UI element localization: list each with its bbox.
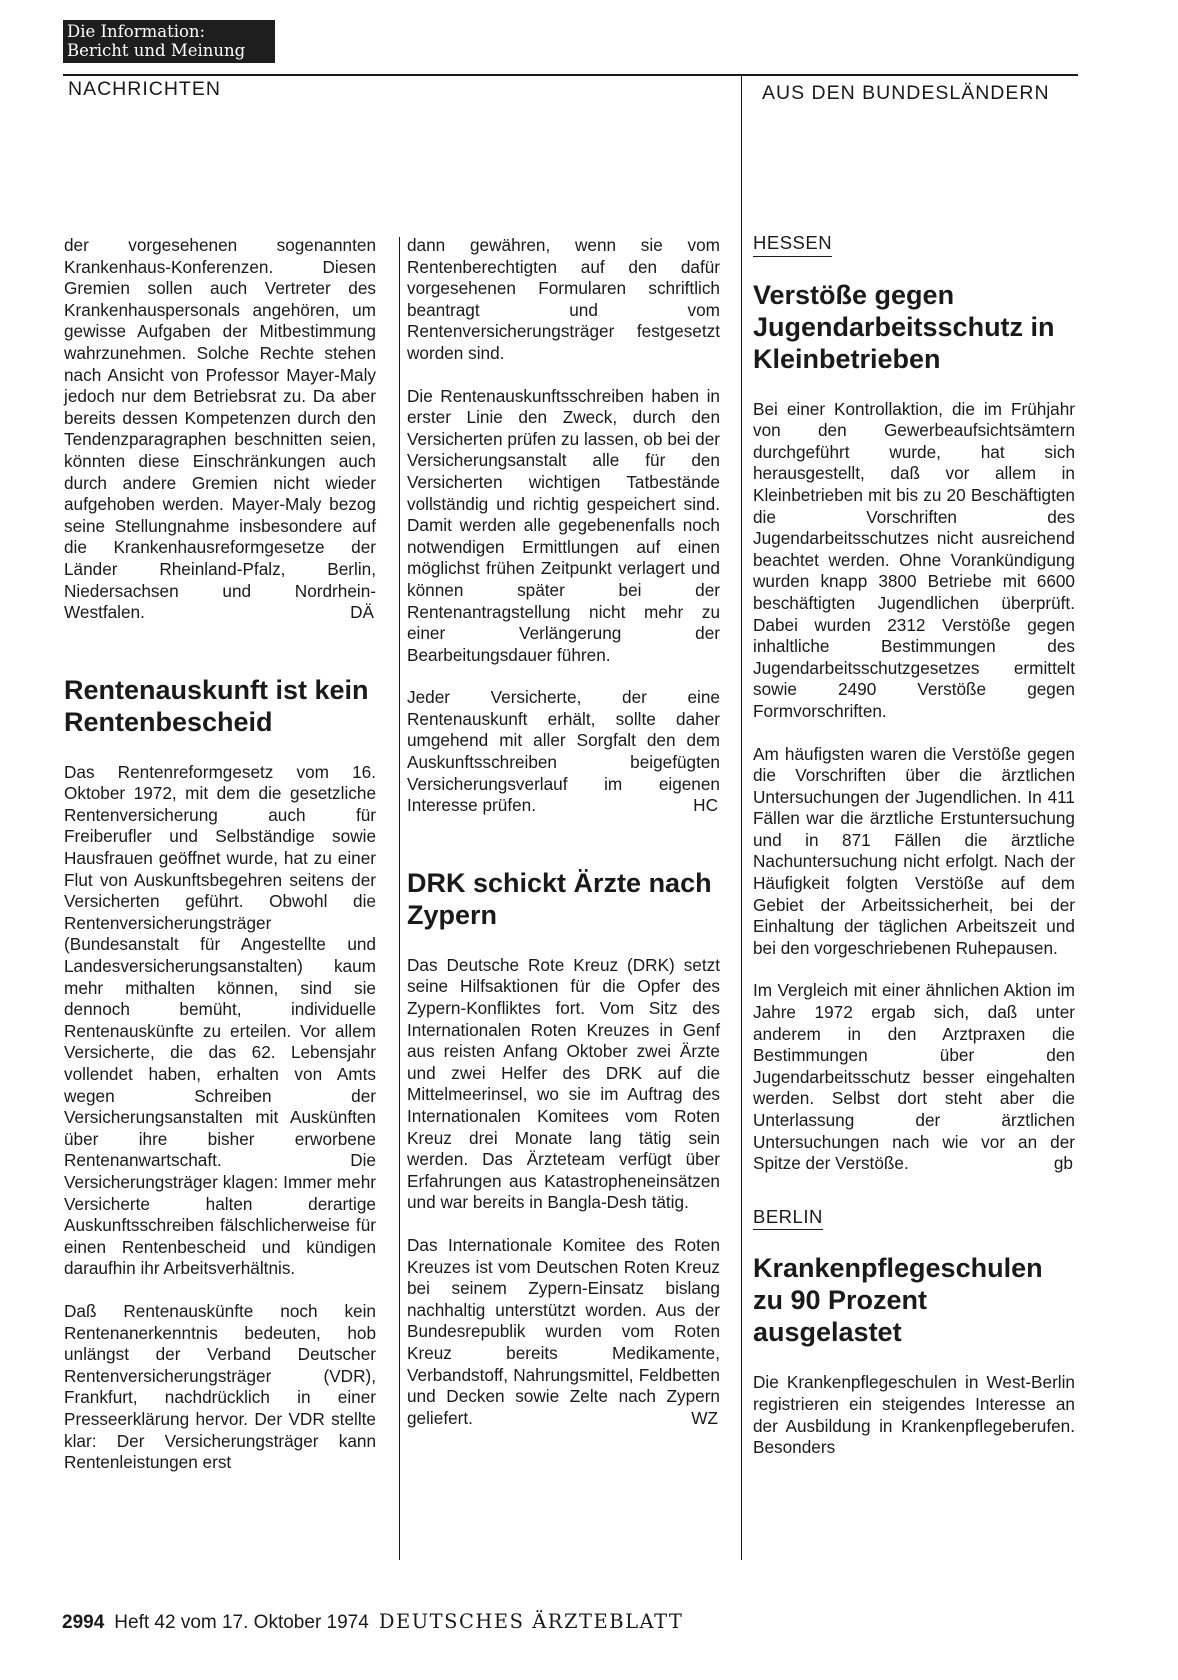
region-label-berlin: BERLIN bbox=[753, 1206, 823, 1231]
section-label-nachrichten: NACHRICHTEN bbox=[68, 78, 221, 100]
paragraph bbox=[407, 687, 720, 817]
paragraph bbox=[407, 1235, 720, 1429]
column-1 bbox=[64, 235, 376, 1495]
headline-jugendarbeitsschutz: Verstöße gegen Jugendarbeitsschutz in Kleinbetrieben bbox=[753, 279, 1055, 374]
author-signature: DÄ bbox=[350, 602, 374, 623]
issue-info: Heft 42 vom 17. Oktober 1974 bbox=[114, 1612, 369, 1633]
region-label-hessen: HESSEN bbox=[753, 232, 832, 257]
paragraph: Das Rentenreformgesetz vom 16. Oktober 1972, mit dem die gesetzliche Rentenversicherung auch für Freiberufler und Selbständige sowie Hausfrauen geöffnet wurde, hat zu einer Flut von Auskunftsbegehren seitens der Versicherten geführt. Obwohl die Rentenversicherungsträger (Bundesanstalt für Angestellte und Landesversicherungsanstalten) kaum mehr mithalten können, sind sie dennoch bemüht, individuelle Rentenauskünfte zu erteilen. Vor allem Versicherte, die das 62. Lebensjahr vollendet haben, erhalten von Amts wegen Schreiben der Versicherungsanstalten mit Auskünften über ihre bisher erworbene Rentenanwartschaft. Die Versicherungsträger klagen: Immer mehr Versicherte halten derartige Auskunftsschreiben fälschlicherweise für einen Rentenbescheid und kündigen daraufhin ihr Arbeitsverhältnis. bbox=[64, 761, 376, 1279]
paragraph: dann gewähren, wenn sie vom Rentenberechtigten auf den dafür vorgesehenen Formularen schriftlich beantragt und vom Rentenversicherungsträger festgesetzt worden sind. bbox=[407, 235, 720, 363]
paragraph-text: Im Vergleich mit einer ähnlichen Aktion im Jahre 1972 ergab sich, daß unter anderem in den Arztpraxen die Bestimmungen über den Jugendarbeitsschutz besser eingehalten werden. Selbst dort steht aber die Unterlassung der ärztlichen Untersuchungen nach wie vor an der Spitze der Verstöße. bbox=[753, 980, 1075, 1174]
masthead: DEUTSCHES ÄRZTEBLATT bbox=[378, 1610, 684, 1633]
column-3 bbox=[753, 232, 1075, 1480]
paragraph-text: Das Internationale Komitee des Roten Kreuzes ist vom Deutschen Roten Kreuz bei seinem Zypern-Einsatz bislang nachhaltig unterstützt worden. Aus der Bundesrepublik wurden vom Roten Kreuz bereits Medikamente, Verbandstoff, Nahrungsmittel, Feldbetten und Decken sowie Zelte nach Zypern geliefert. bbox=[407, 1234, 720, 1428]
paragraph: Die Rentenauskunftsschreiben haben in erster Linie den Zweck, durch den Versicherten prüfen zu lassen, ob bei der Versicherungsanstalt alle für den Versicherten wichtigen Tatbestände vollständig und richtig gespeichert sind. Damit werden alle gegebenenfalls noch notwendigen Ermittlungen auf einen möglichst frühen Zeitpunkt verlagert und können später bei der Rentenantragstellung nicht mehr zu einer Verlängerung der Bearbeitungsdauer führen. bbox=[407, 385, 720, 665]
headline-krankenpflegeschulen: Krankenpflegeschulen zu 90 Prozent ausgelastet bbox=[753, 1253, 1043, 1348]
author-signature: gb bbox=[1053, 1153, 1073, 1174]
paragraph: Das Deutsche Rote Kreuz (DRK) setzt seine Hilfsaktionen für die Opfer des Zypern-Konfliktes fort. Vom Sitz des Internationalen Roten Kreuzes in Genf aus reisten Anfang Oktober zwei Ärzte und zwei Helfer des DRK auf die Mittelmeerinsel, wo sie im Auftrag des Internationalen Komitees vom Roten Kreuz drei Monate lang tätig sein werden. Das Ärzteteam verfügt über Erfahrungen aus Katastropheneinsätzen und war bereits in Bangla-Desh tätig. bbox=[407, 954, 720, 1213]
headline-drk: DRK schickt Ärzte nach Zypern bbox=[407, 867, 712, 930]
column-2 bbox=[407, 235, 720, 1450]
page-footer bbox=[62, 1610, 683, 1634]
column-divider-1 bbox=[399, 237, 400, 1560]
brand-line-1: Die Information: bbox=[67, 22, 206, 41]
author-signature: WZ bbox=[691, 1407, 718, 1428]
section-label-bundeslaender: AUS DEN BUNDESLÄNDERN bbox=[762, 82, 1050, 104]
paragraph: Daß Rentenauskünfte noch kein Rentenanerkenntnis bedeuten, hob unlängst der Verband Deutscher Rentenversicherungsträger (VDR), Frankfurt, nachdrücklich in einer Presseerklärung hervor. Der VDR stellte klar: Der Versicherungsträger kann Rentenleistungen erst bbox=[64, 1300, 376, 1473]
paragraph-text: der vorgesehenen sogenannten Krankenhaus-Konferenzen. Diesen Gremien sollen auch Vertreter des Krankenhauspersonals angehören, um gewisse Aufgaben der Mitbestimmung wahrzunehmen. Solche Rechte stehen nach Ansicht von Professor Mayer-Maly jedoch nur dem Betriebsrat zu. Da aber bereits dessen Kompetenzen durch den Tendenzparagraphen beschnitten seien, könnten diese Einschränkungen auch durch andere Gremien nicht wieder aufgehoben werden. Mayer-Maly bezog seine Stellungnahme insbesondere auf die Krankenhausreformgesetze der Länder Rheinland-Pfalz, Berlin, Niedersachsen und Nordrhein-Westfalen. bbox=[64, 235, 376, 623]
paragraph-text: Jeder Versicherte, der eine Rentenauskunft erhält, sollte daher umgehend mit aller Sorgfalt den dem Auskunftsschreiben beigefügten Versicherungsverlauf im eigenen Interesse prüfen. bbox=[407, 687, 720, 816]
paragraph: Am häufigsten waren die Verstöße gegen die Vorschriften über die ärztlichen Untersuchungen der Jugendlichen. In 411 Fällen war die ärztliche Erstuntersuchung und in 871 Fällen die ärztliche Nachuntersuchung nicht erfolgt. Nach der Häufigkeit folgten Verstöße auf dem Gebiet der Arbeitssicherheit, bei der Einhaltung der täglichen Arbeitszeit und bei den vorgeschriebenen Ruhepausen. bbox=[753, 743, 1075, 958]
paragraph: Bei einer Kontrollaktion, die im Frühjahr von den Gewerbeaufsichtsämtern durchgeführt wurde, hat sich herausgestellt, daß vor allem in Kleinbetrieben mit bis zu 20 Beschäftigten die Vorschriften des Jugendarbeitsschutzes nicht ausreichend beachtet werden. Ohne Vorankündigung wurden knapp 3800 Betriebe mit 6600 beschäftigten Jugendlichen überprüft. Dabei wurden 2312 Verstöße gegen inhaltliche Bestimmungen des Jugendarbeitsschutzgesetzes ermittelt sowie 2490 Verstöße gegen Formvorschriften. bbox=[753, 398, 1075, 721]
publication-brand-box bbox=[63, 20, 275, 63]
paragraph bbox=[64, 235, 376, 624]
author-signature: HC bbox=[693, 795, 718, 816]
header-rule bbox=[63, 74, 1078, 76]
brand-line-2: Bericht und Meinung bbox=[67, 41, 246, 60]
column-divider-2 bbox=[741, 74, 742, 1560]
paragraph: Die Krankenpflegeschulen in West-Berlin registrieren ein steigendes Interesse an der Ausbildung in Krankenpflegeberufen. Besonders bbox=[753, 1372, 1075, 1458]
paragraph bbox=[753, 980, 1075, 1174]
page-number: 2994 bbox=[62, 1612, 105, 1633]
headline-rentenauskunft: Rentenauskunft ist kein Rentenbescheid bbox=[64, 674, 369, 737]
